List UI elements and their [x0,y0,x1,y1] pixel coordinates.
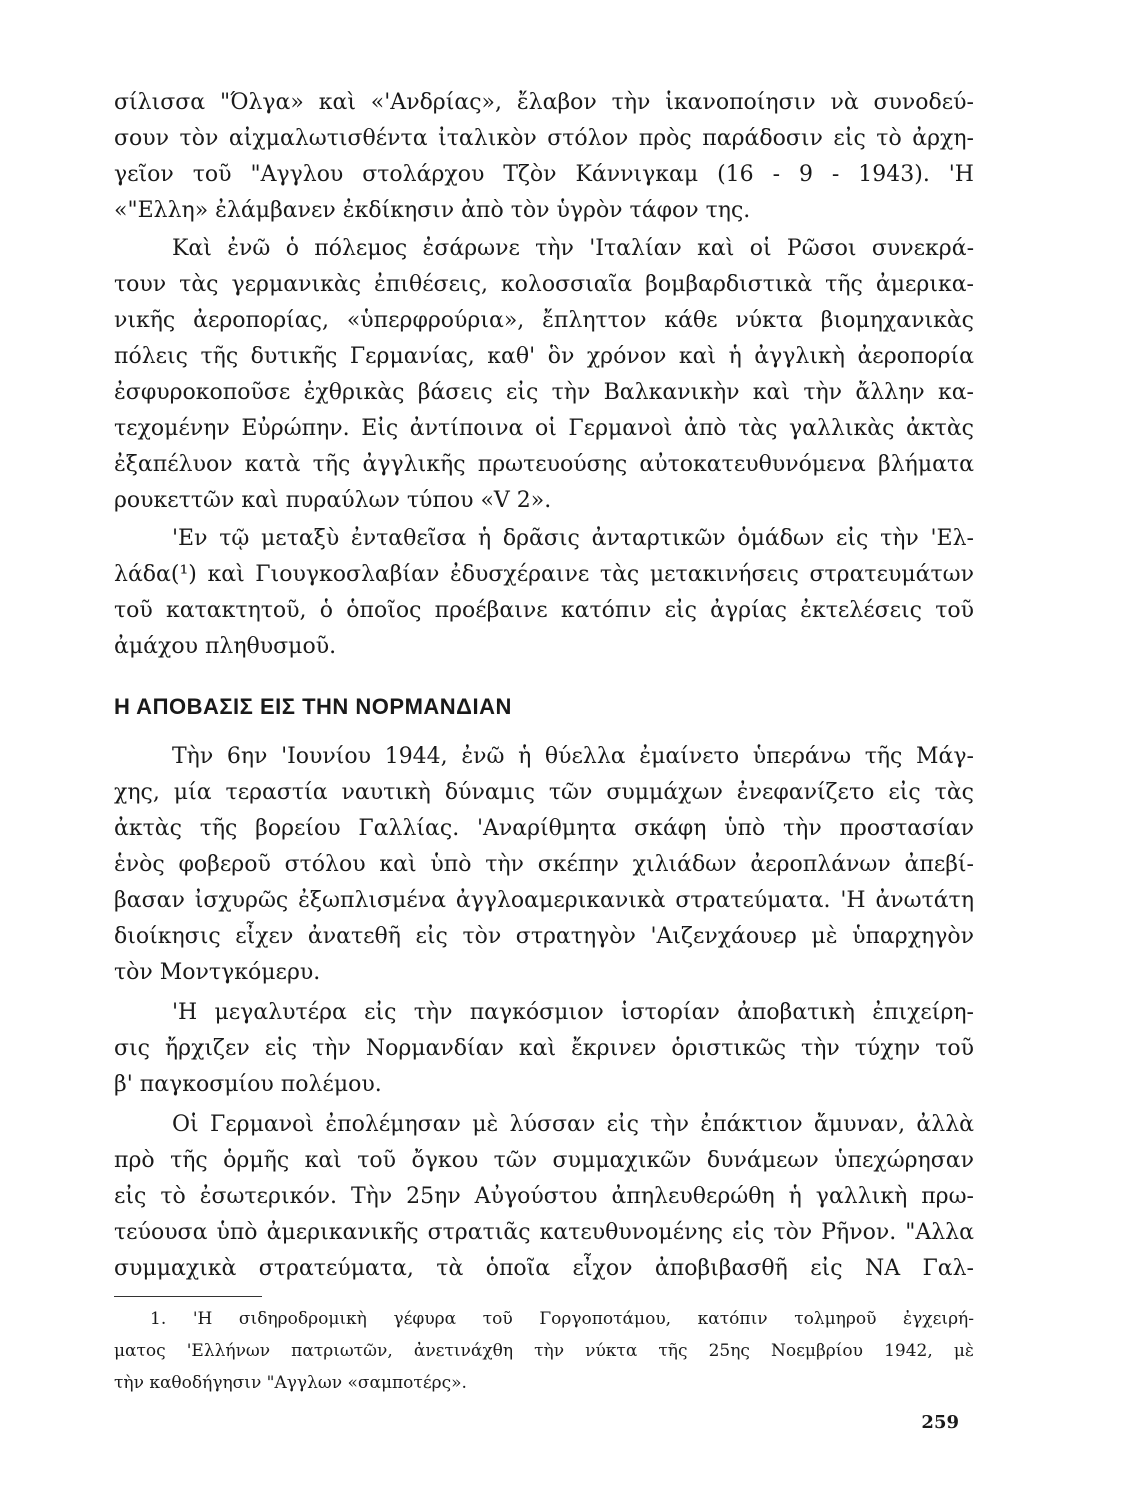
text-line: ἑνὸς φοβεροῦ στόλου καὶ ὑπὸ τὴν σκέπην χιλιάδων ἀεροπλάνων ἀπεβί- [114,852,974,877]
footnote-line: τὴν καθοδήγησιν "Αγγλων «σαμποτέρς». [114,1373,467,1393]
text-line: πρὸ τῆς ὁρμῆς καὶ τοῦ ὄγκου τῶν συμμαχικῶν δυνάμεων ὑπεχώρησαν [114,1148,974,1173]
text-line: τὸν Μοντγκόμερυ. [114,960,321,985]
text-line: Τὴν 6ην 'Ιουνίου 1944, ἐνῶ ἡ θύελλα ἐμαίνετο ὑπεράνω τῆς Μάγ- [172,744,974,769]
footnote-rule [114,1296,262,1297]
text-line: νικῆς ἀεροπορίας, «ὑπερφρούρια», ἔπληττον κάθε νύκτα βιομηχανικὰς [114,308,974,333]
text-line: διοίκησις εἶχεν ἀνατεθῆ εἰς τὸν στρατηγὸν 'Αιζενχάουερ μὲ ὑπαρχηγὸν [114,924,974,949]
text-line: 'Η μεγαλυτέρα εἰς τὴν παγκόσμιον ἱστορίαν ἀποβατικὴ ἐπιχείρη- [172,1000,974,1025]
text-line: ἀκτὰς τῆς βορείου Γαλλίας. 'Αναρίθμητα σκάφη ὑπὸ τὴν προστασίαν [114,816,974,841]
text-line: β' παγκοσμίου πολέμου. [114,1072,382,1097]
text-line: ἐξαπέλυον κατὰ τῆς ἀγγλικῆς πρωτευούσης αὐτοκατευθυνόμενα βλήματα [114,452,974,477]
text-line: γεῖον τοῦ "Αγγλου στολάρχου Τζὸν Κάννιγκαμ (16 - 9 - 1943). 'Η [114,162,974,187]
text-line: σίλισσα "Όλγα» καὶ «'Ανδρίας», ἔλαβον τὴν ἱκανοποίησιν νὰ συνοδεύ- [114,90,974,115]
text-line: τουν τὰς γερμανικὰς ἐπιθέσεις, κολοσσιαῖα βομβαρδιστικὰ τῆς ἀμερικα- [114,272,974,297]
text-line: Οἱ Γερμανοὶ ἐπολέμησαν μὲ λύσσαν εἰς τὴν ἐπάκτιον ἄμυναν, ἀλλὰ [172,1112,974,1137]
text-line: εἰς τὸ ἐσωτερικόν. Τὴν 25ην Αὐγούστου ἀπηλευθερώθη ἡ γαλλικὴ πρω- [114,1184,974,1209]
text-line: βασαν ἰσχυρῶς ἐξωπλισμένα ἀγγλοαμερικανικὰ στρατεύματα. 'Η ἀνωτάτη [114,888,974,913]
footnote-line: ματος 'Ελλήνων πατριωτῶν, ἀνετινάχθη τὴν νύκτα τῆς 25ης Νοεμβρίου 1942, μὲ [114,1341,974,1361]
text-line: 'Εν τῷ μεταξὺ ἐνταθεῖσα ἡ δρᾶσις ἀνταρτικῶν ὁμάδων εἰς τὴν 'Ελ- [172,526,974,551]
section-heading: Η ΑΠΟΒΑΣΙΣ ΕΙΣ ΤΗΝ ΝΟΡΜΑΝΔΙΑΝ [114,694,512,719]
text-line: «"Ελλη» ἐλάμβανεν ἐκδίκησιν ἀπὸ τὸν ὑγρὸν τάφον της. [114,198,751,223]
text-line: σουν τὸν αἰχμαλωτισθέντα ἰταλικὸν στόλον πρὸς παράδοσιν εἰς τὸ ἀρχη- [114,126,974,151]
text-line: πόλεις τῆς δυτικῆς Γερμανίας, καθ' ὃν χρόνον καὶ ἡ ἀγγλικὴ ἀεροπορία [114,344,974,369]
text-line: ἐσφυροκοποῦσε ἐχθρικὰς βάσεις εἰς τὴν Βαλκανικὴν καὶ τὴν ἄλλην κα- [114,380,974,405]
text-line: σις ἤρχιζεν εἰς τὴν Νορμανδίαν καὶ ἔκρινεν ὁριστικῶς τὴν τύχην τοῦ [114,1036,974,1061]
page-number: 259 [921,1412,959,1433]
text-line: συμμαχικὰ στρατεύματα, τὰ ὁποῖα εἶχον ἀποβιβασθῆ εἰς ΝΑ Γαλ- [114,1256,974,1281]
text-line: λάδα(¹) καὶ Γιουγκοσλαβίαν ἐδυσχέραινε τὰς μετακινήσεις στρατευμάτων [114,562,974,587]
text-line: τεύουσα ὑπὸ ἀμερικανικῆς στρατιᾶς κατευθυνομένης εἰς τὸν Ρῆνον. "Αλλα [114,1220,974,1245]
text-line: ρουκεττῶν καὶ πυραύλων τύπου «V 2». [114,488,552,513]
text-line: χης, μία τεραστία ναυτικὴ δύναμις τῶν συμμάχων ἐνεφανίζετο εἰς τὰς [114,780,974,805]
text-line: τοῦ κατακτητοῦ, ὁ ὁποῖος προέβαινε κατόπιν εἰς ἀγρίας ἐκτελέσεις τοῦ [114,598,974,623]
footnote-line: 1. 'Η σιδηροδρομικὴ γέφυρα τοῦ Γοργοποτάμου, κατόπιν τολμηροῦ ἐγχειρή- [150,1309,974,1329]
text-line: ἀμάχου πληθυσμοῦ. [114,634,337,659]
text-line: τεχομένην Εὐρώπην. Εἰς ἀντίποινα οἱ Γερμανοὶ ἀπὸ τὰς γαλλικὰς ἀκτὰς [114,416,974,441]
text-line: Καὶ ἐνῶ ὁ πόλεμος ἐσάρωνε τὴν 'Ιταλίαν καὶ οἱ Ρῶσοι συνεκρά- [172,236,974,261]
